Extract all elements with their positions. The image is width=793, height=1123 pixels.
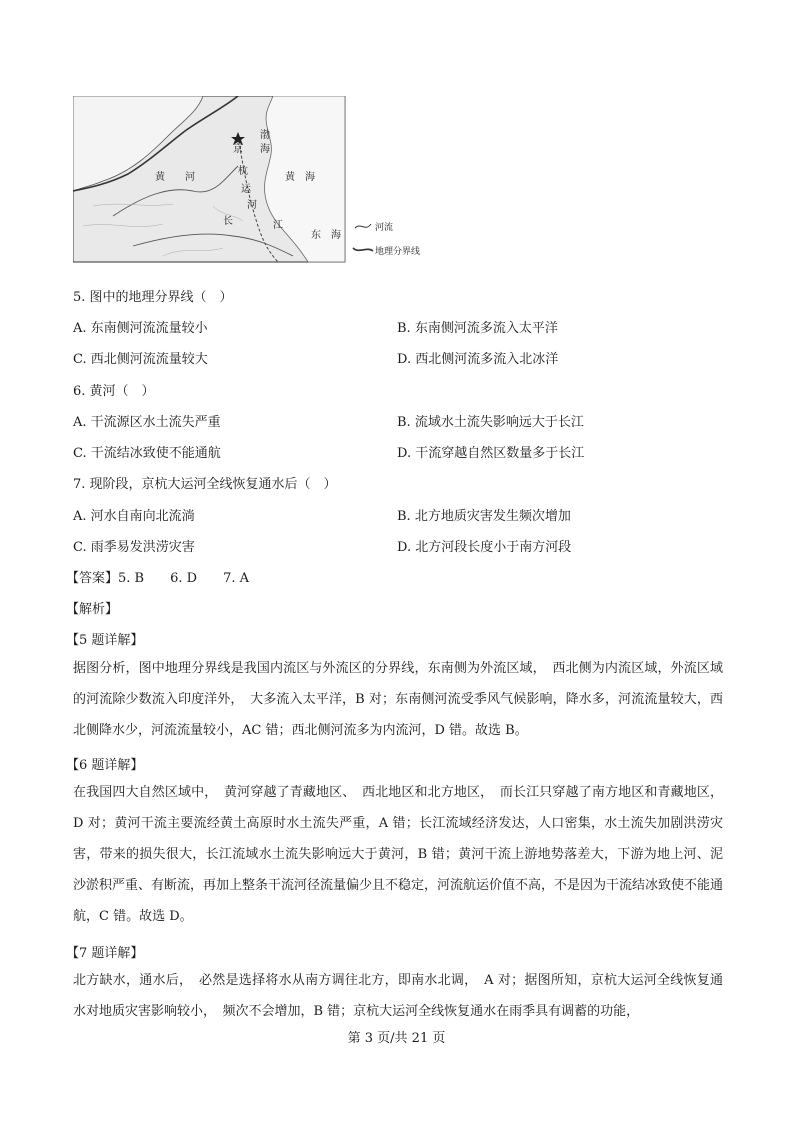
map-label-jing: 京 <box>233 144 243 155</box>
legend-river: 河流 <box>375 223 394 233</box>
answer-line <box>66 567 249 586</box>
detail-7-text: 北方缺水，通水后， 必然是选择将水从南方调往北方，即南水北调， A 对；据图所知，京杭大运河全线恢复通水对地质灾害影响较小， 频次不会增加，B 错；京杭大运河全线恢复通水在雨季具有调蓄的功能， <box>73 973 723 1019</box>
q6-option-d: D. 干流穿越自然区数量多于长江 <box>397 446 585 461</box>
detail-6-heading: 【6 题详解】 <box>66 758 144 773</box>
q7-option-b: B. 北方地质灾害发生频次增加 <box>397 509 571 524</box>
map-label-yun: 运 <box>241 184 251 195</box>
q6-option-a: A. 干流源区水土流失严重 <box>73 415 221 430</box>
map-label-chang: 长 <box>223 216 233 227</box>
map-label-huanghai-1: 黄 <box>285 172 295 183</box>
map-graphic <box>73 96 433 266</box>
q7-option-c: C. 雨季易发洪涝灾害 <box>73 540 195 555</box>
analysis-label: 【解析】 <box>66 602 119 617</box>
map-label-donghai: 海 <box>331 230 341 241</box>
map-label-jiang: 江 <box>273 220 283 231</box>
map-label-he: 河 <box>247 200 257 211</box>
q6-option-b: B. 流域水土流失影响远大于长江 <box>397 415 584 430</box>
detail-7-heading: 【7 题详解】 <box>66 946 144 961</box>
detail-5-text: 据图分析，图中地理分界线是我国内流区与外流区的分界线，东南侧为外流区域， 西北侧为内流区域，外流区域的河流除少数流入印度洋外， 大多流入太平洋，B 对；东南侧河流受季风气候影响，降水多，河流流量较大，西北侧降水少，河流流量较小，AC 错；西北侧河流多为内流河，D 错。故选 B。 <box>73 661 723 738</box>
q7-option-a: A. 河水自南向北流淌 <box>73 509 195 524</box>
map-label-hai: 海 <box>260 144 270 155</box>
map-figure <box>73 96 433 266</box>
q5-option-d: D. 西北侧河流多流入北冰洋 <box>397 352 559 367</box>
detail-6-text: 在我国四大自然区域中， 黄河穿越了青藏地区、 西北地区和北方地区， 而长江只穿越了南方地区和青藏地区，D 对；黄河干流主要流经黄土高原时水土流失严重，A 错；长江流域经济发达，人口密集，水土流失加剧洪涝灾害，带来的损失很大，长江流域水土流失影响远大于黄河，B 错；黄河干流上游地势落差大，下游为地上河、泥沙淤积严重、有断流，再加上整条干流河径流量偏少且不稳定，河流航运价值不高，不是因为干流结冰致使不能通航，C 错。故选 D。 <box>73 785 724 924</box>
q7-option-d: D. 北方河段长度小于南方河段 <box>397 540 572 555</box>
q5-option-b: B. 东南侧河流多流入太平洋 <box>397 321 558 336</box>
detail-5-heading: 【5 题详解】 <box>66 633 144 648</box>
q5-option-c: C. 西北侧河流流量较大 <box>73 352 208 367</box>
q5-option-a: A. 东南侧河流流量较小 <box>73 321 208 336</box>
question-7-stem: 7. 现阶段，京杭大运河全线恢复通水后（ ） <box>73 477 337 492</box>
q6-option-c: C. 干流结冰致使不能通航 <box>73 446 221 461</box>
map-label-dong: 东 <box>311 230 321 241</box>
question-6-stem: 6. 黄河（ ） <box>73 384 155 399</box>
answer-label: 【答案】 <box>66 571 119 586</box>
map-label-huang: 黄 <box>155 172 165 183</box>
answer-text: 5. B 6. D 7. A <box>118 571 249 586</box>
map-label-hang: 杭 <box>238 166 248 177</box>
map-label-huang-he: 河 <box>185 172 195 183</box>
legend-boundary: 地理分界线 <box>375 247 421 257</box>
question-5-stem: 5. 图中的地理分界线（ ） <box>73 290 233 305</box>
map-label-huanghai-2: 海 <box>305 172 315 183</box>
map-label-bo: 渤 <box>260 130 270 141</box>
page-footer: 第 3 页/共 21 页 <box>347 1031 446 1046</box>
